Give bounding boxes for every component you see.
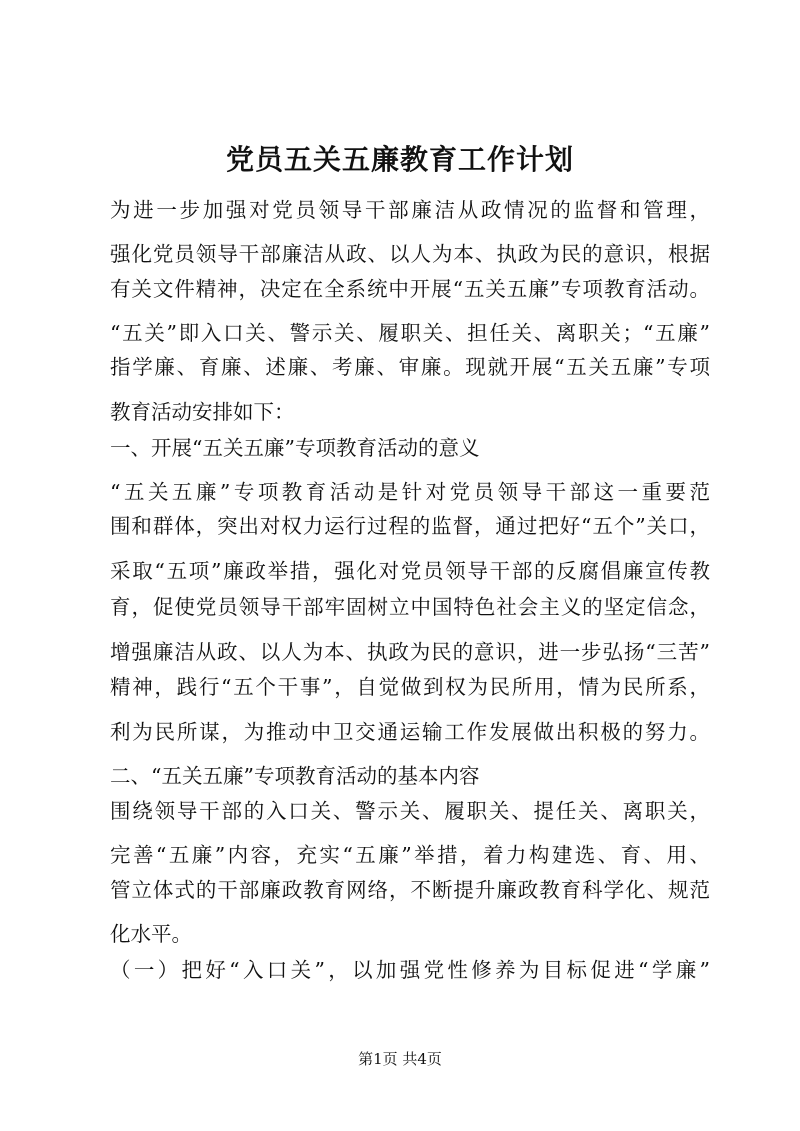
paragraph-line-13: 利为民所谋，为推动中卫交通运输工作发展做出积极的努力。 <box>110 720 710 744</box>
paragraph-line-3: 有关文件精神，决定在全系统中开展“五关五廉”专项教育活动。 <box>110 277 710 301</box>
paragraph-line-2: 强化党员领导干部廉洁从政、以人为本、执政为民的意识，根据 <box>110 242 710 266</box>
paragraph-line-16: 管立体式的干部廉政教育网络，不断提升廉政教育科学化、规范 <box>110 878 710 902</box>
paragraph-line-6: 教育活动安排如下： <box>110 400 295 424</box>
section-heading-1: 一、开展“五关五廉”专项教育活动的意义 <box>110 436 480 460</box>
paragraph-line-5: 指学廉、育廉、述廉、考廉、审廉。现就开展“五关五廉”专项 <box>110 355 710 379</box>
paragraph-line-1: 为进一步加强对党员领导干部廉洁从政情况的监督和管理， <box>110 198 710 222</box>
paragraph-line-8: 围和群体，突出对权力运行过程的监督，通过把好“五个”关口， <box>110 514 710 538</box>
paragraph-line-11: 增强廉洁从政、以人为本、执政为民的意识，进一步弘扬“三苦” <box>110 640 710 664</box>
document-title: 党员五关五廉教育工作计划 <box>225 143 574 176</box>
paragraph-line-15: 完善“五廉”内容，充实“五廉”举措，着力构建选、育、用、 <box>110 843 710 867</box>
paragraph-line-12: 精神，践行“五个干事”，自觉做到权为民所用，情为民所系， <box>110 675 710 699</box>
paragraph-line-4: “五关”即入口关、警示关、履职关、担任关、离职关；“五廉” <box>110 321 710 345</box>
paragraph-line-7: “五关五廉”专项教育活动是针对党员领导干部这一重要范 <box>110 480 710 504</box>
paragraph-line-17: 化水平。 <box>110 922 192 946</box>
paragraph-line-14: 围绕领导干部的入口关、警示关、履职关、提任关、离职关， <box>110 799 710 823</box>
subsection-heading-1: （一）把好“入口关”，以加强党性修养为目标促进“学廉” <box>110 958 710 982</box>
page-footer: 第1页 共4页 <box>358 1050 442 1068</box>
section-heading-2: 二、“五关五廉”专项教育活动的基本内容 <box>110 764 480 788</box>
paragraph-line-9: 采取“五项”廉政举措，强化对党员领导干部的反腐倡廉宣传教 <box>110 559 710 583</box>
paragraph-line-10: 育，促使党员领导干部牢固树立中国特色社会主义的坚定信念， <box>110 595 710 619</box>
